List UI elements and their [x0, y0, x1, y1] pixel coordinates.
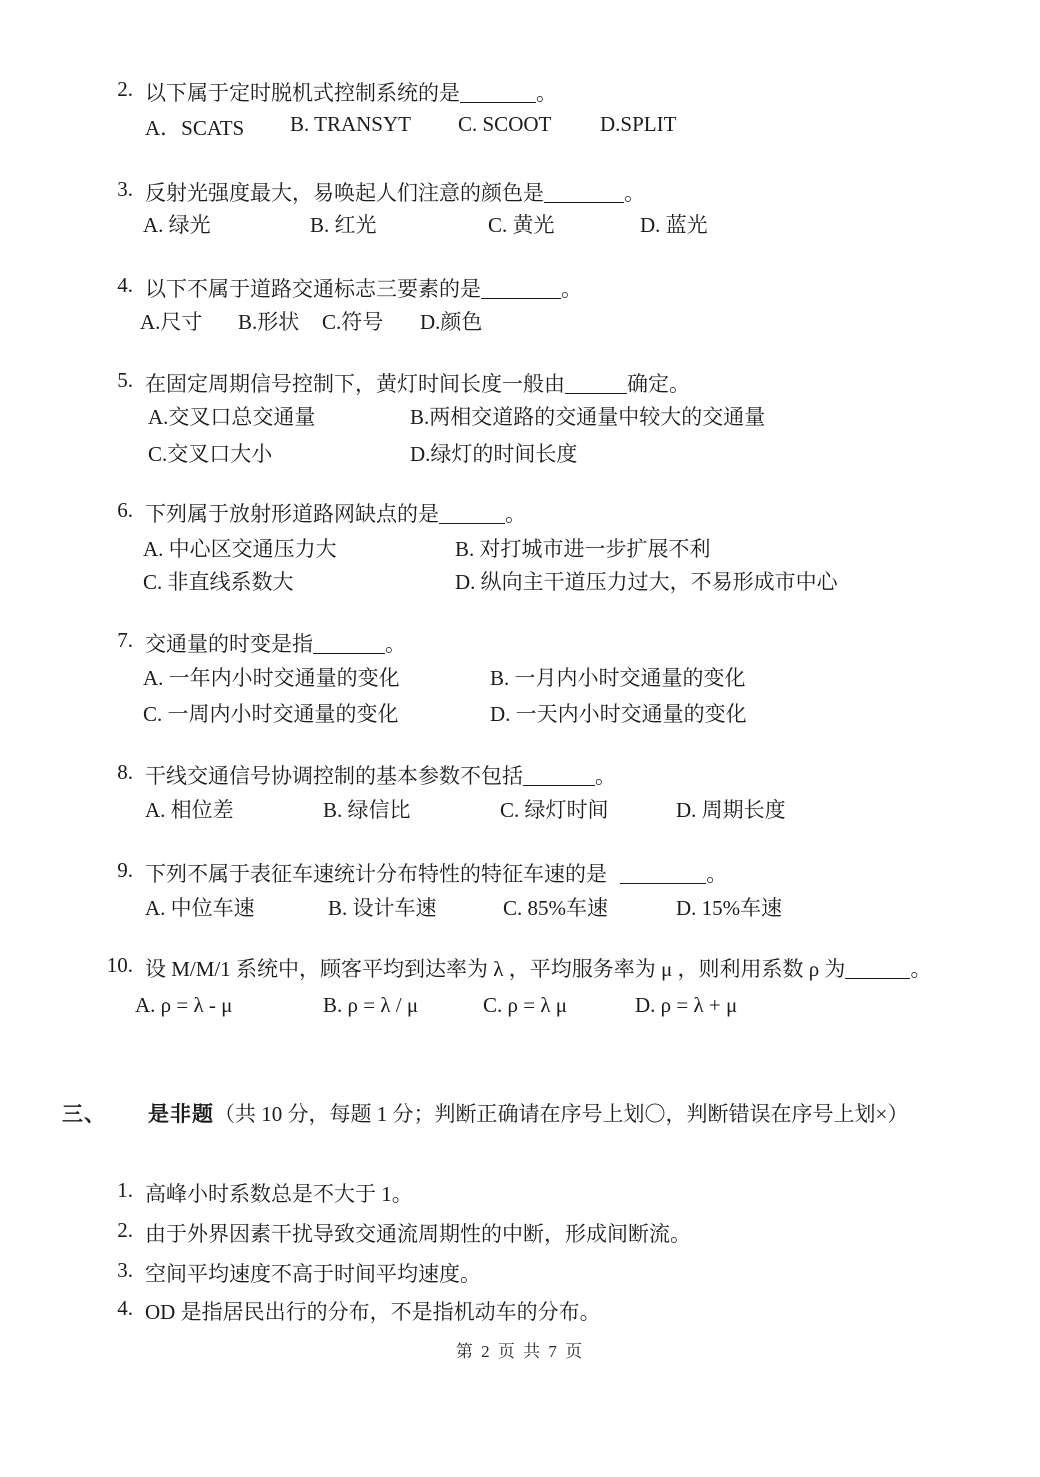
question-4-text — [145, 273, 582, 303]
page-footer: 第 2 页 共 7 页 — [455, 1342, 585, 1361]
question-10-option-a: A. ρ = λ - μ — [135, 993, 233, 1017]
tf-item-1 — [0, 1178, 1040, 1208]
question-9-option-b: B. 设计车速 — [328, 896, 437, 920]
question-4-suffix: 。 — [561, 277, 582, 301]
question-2-number: 2. — [117, 77, 133, 101]
tf-item-1-text: 高峰小时系数总是不大于 1。 — [145, 1182, 413, 1206]
section-3-heading — [0, 1098, 1040, 1128]
question-5-option-a: A.交叉口总交通量 — [148, 405, 316, 429]
question-7-number: 7. — [117, 628, 133, 652]
question-2-options — [0, 112, 1040, 142]
tf-item-3-text: 空间平均速度不高于时间平均速度。 — [145, 1262, 481, 1286]
question-8-option-b: B. 绿信比 — [323, 798, 411, 822]
question-6-option-c: C. 非直线系数大 — [143, 570, 294, 594]
question-10-option-b: B. ρ = λ / μ — [323, 993, 419, 1017]
question-8-prefix: 干线交通信号协调控制的基本参数不包括 — [145, 764, 523, 788]
question-5-option-b: B.两相交道路的交通量中较大的交通量 — [410, 405, 766, 429]
question-3-option-a: A. 绿光 — [143, 213, 211, 237]
question-6-options-row-2 — [0, 566, 1040, 596]
question-8-option-a: A. 相位差 — [145, 798, 234, 822]
question-3-options — [0, 209, 1040, 239]
question-4-option-b: B.形状 — [238, 310, 300, 334]
question-10-options — [0, 993, 1040, 1023]
question-10-prefix: 设 M/M/1 系统中，顾客平均到达率为 λ ，平均服务率为 μ ，则利用系数 ρ 为 — [145, 957, 846, 981]
question-2-option-a: A．SCATS — [145, 116, 245, 140]
question-3-option-d: D. 蓝光 — [640, 213, 708, 237]
question-10-option-d: D. ρ = λ + μ — [635, 993, 738, 1017]
answer-blank — [565, 393, 627, 394]
question-2-option-c: C. SCOOT — [458, 112, 552, 136]
question-2 — [0, 77, 1040, 107]
question-6-option-b: B. 对打城市进一步扩展不利 — [455, 537, 711, 561]
question-5-text — [145, 368, 690, 398]
tf-item-4 — [0, 1296, 1040, 1326]
question-3 — [0, 177, 1040, 207]
question-7 — [0, 628, 1040, 658]
tf-item-2-text: 由于外界因素干扰导致交通流周期性的中断，形成间断流。 — [145, 1222, 691, 1246]
answer-blank — [544, 202, 624, 203]
question-5-prefix: 在固定周期信号控制下，黄灯时间长度一般由 — [145, 372, 565, 396]
question-2-option-b: B. TRANSYT — [290, 112, 411, 136]
question-7-options-row-2 — [0, 698, 1040, 728]
section-3-number: 三、 — [62, 1102, 106, 1126]
question-7-suffix: 。 — [385, 632, 406, 656]
tf-item-2 — [0, 1218, 1040, 1248]
question-7-option-b: B. 一月内小时交通量的变化 — [490, 666, 746, 690]
question-7-text — [145, 628, 406, 658]
answer-blank — [313, 653, 385, 654]
answer-blank — [481, 298, 561, 299]
question-2-text — [145, 77, 557, 107]
answer-blank — [845, 978, 910, 979]
tf-item-3-number: 3. — [117, 1258, 133, 1282]
question-8-number: 8. — [117, 760, 133, 784]
question-9 — [0, 858, 1040, 888]
question-4-option-a: A.尺寸 — [140, 310, 203, 334]
question-9-prefix: 下列不属于表征车速统计分布特性的特征车速的是 — [145, 862, 613, 886]
question-8-option-c: C. 绿灯时间 — [500, 798, 609, 822]
question-9-option-c: C. 85%车速 — [503, 896, 608, 920]
question-8 — [0, 760, 1040, 790]
question-9-option-d: D. 15%车速 — [676, 896, 783, 920]
question-10 — [0, 953, 1040, 983]
question-5-option-d: D.绿灯的时间长度 — [410, 442, 578, 466]
question-5-option-c: C.交叉口大小 — [148, 442, 273, 466]
section-3-title: 是非题 — [148, 1102, 214, 1126]
question-9-options — [0, 892, 1040, 922]
question-7-option-c: C. 一周内小时交通量的变化 — [143, 702, 399, 726]
section-3-note: （共 10 分，每题 1 分；判断正确请在序号上划〇，判断错误在序号上划×） — [214, 1102, 909, 1126]
question-5-options-row-1 — [0, 401, 1040, 431]
tf-item-1-number: 1. — [117, 1178, 133, 1202]
question-4-number: 4. — [117, 273, 133, 297]
section-3-title-line — [148, 1098, 908, 1128]
question-3-option-b: B. 红光 — [310, 213, 377, 237]
question-9-number: 9. — [117, 858, 133, 882]
question-3-option-c: C. 黄光 — [488, 213, 555, 237]
question-10-suffix: 。 — [910, 957, 932, 981]
answer-blank — [439, 523, 505, 524]
question-4-option-c: C.符号 — [322, 310, 384, 334]
question-8-option-d: D. 周期长度 — [676, 798, 786, 822]
question-10-option-c: C. ρ = λ μ — [483, 993, 568, 1017]
question-3-suffix: 。 — [624, 181, 645, 205]
question-5-options-row-2 — [0, 438, 1040, 468]
question-5-suffix: 确定。 — [627, 372, 690, 396]
question-8-options — [0, 794, 1040, 824]
question-9-option-a: A. 中位车速 — [145, 896, 255, 920]
question-2-option-d: D.SPLIT — [600, 112, 677, 136]
question-3-number: 3. — [117, 177, 133, 201]
question-7-options-row-1 — [0, 662, 1040, 692]
answer-blank — [460, 102, 536, 103]
question-7-option-a: A. 一年内小时交通量的变化 — [143, 666, 400, 690]
tf-item-4-text: OD 是指居民出行的分布，不是指机动车的分布。 — [145, 1300, 601, 1324]
question-6 — [0, 498, 1040, 528]
tf-item-2-number: 2. — [117, 1218, 133, 1242]
question-10-number: 10. — [106, 953, 133, 977]
question-6-option-d: D. 纵向主干道压力过大，不易形成市中心 — [455, 570, 838, 594]
question-4-option-d: D.颜色 — [420, 310, 483, 334]
question-9-suffix: 。 — [706, 862, 728, 886]
tf-item-3 — [0, 1258, 1040, 1288]
question-8-text — [145, 760, 616, 790]
tf-item-4-number: 4. — [117, 1296, 133, 1320]
question-7-prefix: 交通量的时变是指 — [145, 632, 313, 656]
question-6-text — [145, 498, 526, 528]
question-6-prefix: 下列属于放射形道路网缺点的是 — [145, 502, 439, 526]
question-6-option-a: A. 中心区交通压力大 — [143, 537, 337, 561]
question-6-options-row-1 — [0, 533, 1040, 563]
question-3-text — [145, 177, 645, 207]
question-5-number: 5. — [117, 368, 133, 392]
question-4 — [0, 273, 1040, 303]
question-9-text — [145, 858, 727, 888]
question-2-prefix: 以下属于定时脱机式控制系统的是 — [145, 81, 460, 105]
question-4-prefix: 以下不属于道路交通标志三要素的是 — [145, 277, 481, 301]
question-2-suffix: 。 — [536, 81, 557, 105]
answer-blank — [523, 785, 595, 786]
answer-blank — [620, 883, 706, 884]
question-7-option-d: D. 一天内小时交通量的变化 — [490, 702, 747, 726]
question-10-text — [145, 953, 931, 983]
question-5 — [0, 368, 1040, 398]
question-6-number: 6. — [117, 498, 133, 522]
question-6-suffix: 。 — [505, 502, 526, 526]
question-3-prefix: 反射光强度最大，易唤起人们注意的颜色是 — [145, 181, 544, 205]
question-4-options — [0, 306, 1040, 336]
question-8-suffix: 。 — [595, 764, 616, 788]
